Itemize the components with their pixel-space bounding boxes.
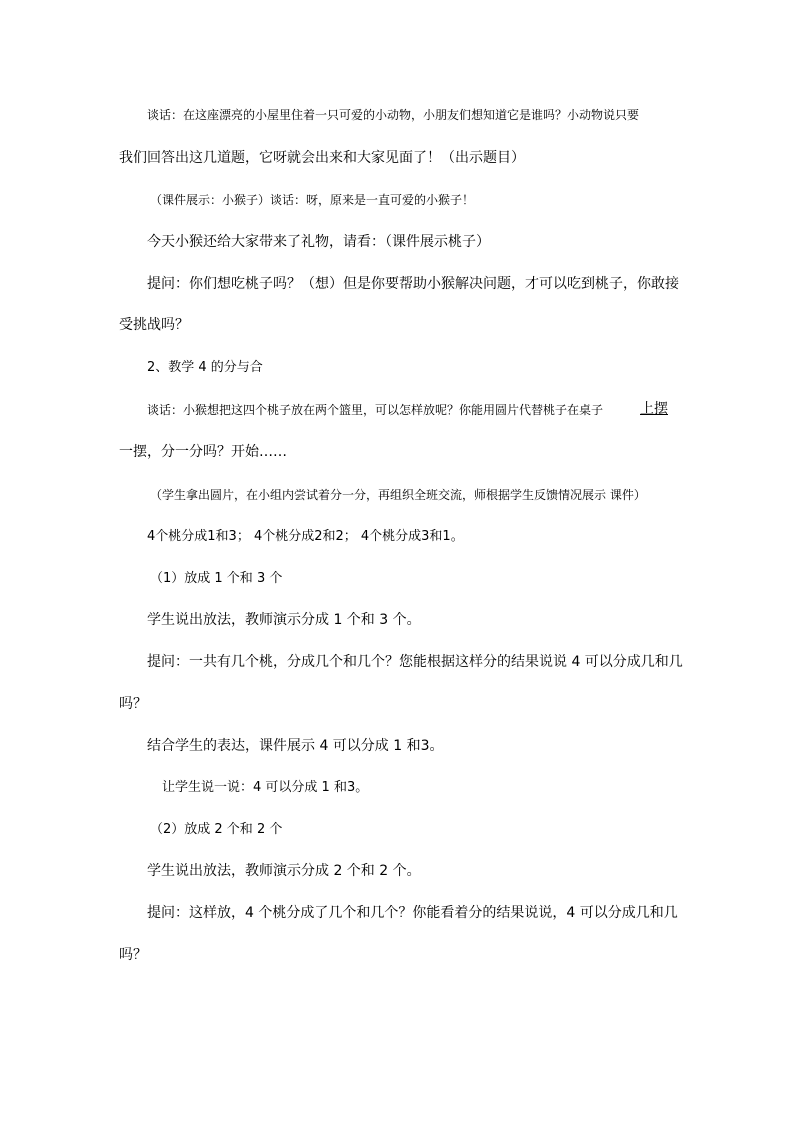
paragraph-12-line-1: 结合学生的表达，课件展示 4 可以分成 1 和3。 — [147, 738, 444, 754]
paragraph-10-line-1: 学生说出放法，教师演示分成 1 个和 3 个。 — [147, 612, 421, 628]
subheading-1: （1）放成 1 个和 3 个 — [150, 571, 283, 586]
paragraph-6-line-1-underlined: 上摆 — [640, 401, 668, 417]
paragraph-16-line-2: 吗？ — [119, 947, 147, 963]
paragraph-7-line-1: （学生拿出圆片，在小组内尝试着分一分，再组织全班交流，师根据学生反馈情况展示 课件） — [150, 488, 646, 502]
paragraph-11-line-1: 提问：一共有几个桃，分成几个和几个？您能根据这样分的结果说说 4 可以分成几和几 — [147, 654, 683, 670]
paragraph-6-line-2: 一摆，分一分吗？开始…… — [119, 444, 287, 460]
paragraph-11-line-2: 吗？ — [119, 696, 147, 712]
paragraph-4-line-1: 提问：你们想吃桃子吗？（想）但是你要帮助小猴解决问题，才可以吃到桃子，你敢接 — [147, 276, 679, 292]
paragraph-6-line-1-main: 谈话：小猴想把这四个桃子放在两个篮里，可以怎样放呢？你能用圆片代替桃子在桌子 — [147, 403, 604, 417]
paragraph-4-line-2: 受挑战吗？ — [119, 317, 189, 333]
subheading-2: （2）放成 2 个和 2 个 — [150, 822, 283, 837]
paragraph-13-line-1: 让学生说一说：4 可以分成 1 和3。 — [162, 780, 369, 795]
paragraph-16-line-1: 提问：这样放，4 个桃分成了几个和几个？你能看着分的结果说说，4 可以分成几和几 — [147, 905, 678, 921]
paragraph-1-line-1: 谈话：在这座漂亮的小屋里住着一只可爱的小动物，小朋友们想知道它是谁吗？小动物说只要 — [147, 108, 640, 122]
section-heading-2: 2、教学 4 的分与合 — [147, 360, 263, 375]
paragraph-15-line-1: 学生说出放法，教师演示分成 2 个和 2 个。 — [147, 863, 421, 879]
paragraph-3-line-1: 今天小猴还给大家带来了礼物，请看：（课件展示桃子） — [147, 234, 490, 250]
paragraph-1-line-2: 我们回答出这几道题，它呀就会出来和大家见面了！（出示题目） — [119, 150, 525, 166]
paragraph-8-line-1: 4个桃分成1和3； 4个桃分成2和2； 4个桃分成3和1。 — [147, 529, 464, 544]
paragraph-2-line-1: （课件展示：小猴子）谈话：呀，原来是一直可爱的小猴子！ — [150, 193, 475, 207]
